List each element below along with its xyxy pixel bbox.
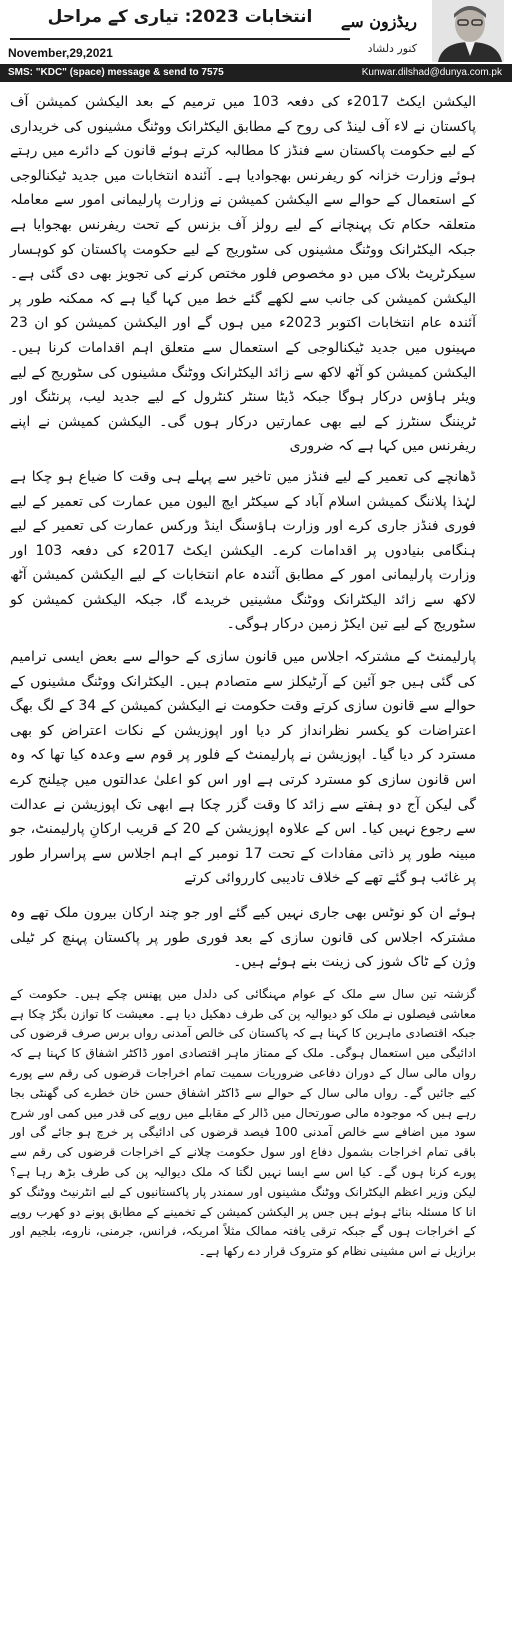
title-underline [10,38,350,40]
article-body [10,90,476,1262]
author-photo-icon [432,0,504,62]
sms-instruction: SMS: "KDC" (space) message & send to 7575 [8,67,224,78]
paragraph-1: الیکشن ایکٹ 2017ء کی دفعہ 103 میں ترمیم کے بعد الیکشن کمیشن آف پاکستان نے لاء آف لینڈ کی روح کے مطابق الیکٹرانک ووٹنگ مشینوں کی خریداری کے لیے حکومت پاکستان سے فنڈز کا مطالبہ کرتے ہوئے قانون کے دائرے میں رہتے ہوئے وزارت خزانہ کو ریفرنس بھجوادیا ہے۔ آئندہ انتخابات میں جدید ٹیکنالوجی کے استعمال کے حوالے سے الیکشن کمیشن نے وزارت پارلیمانی امور سے معاملہ متعلقہ حکام تک پہنچانے کے لیے رولز آف بزنس کے تحت ریفرنس بھجوایا ہے جبکہ الیکٹرانک ووٹنگ مشینوں کی سٹوریج کے لیے حکومت پاکستان کو کوہسار سیکرٹریٹ بلاک میں دو مخصوص فلور مختص کرنے کی تجویز بھی دی گئی ہے۔ الیکشن کمیشن کی جانب سے لکھے گئے خط میں کہا گیا ہے کہ ممکنہ طور پر آئندہ عام انتخابات اکتوبر 2023ء میں ہوں گے اور الیکشن کمیشن کو ان 23 مہینوں میں جدید ٹیکنالوجی کے استعمال سے متعلق اہم اقدامات کرنا ہیں۔ الیکشن کمیشن کو آٹھ لاکھ سے زائد الیکٹرانک ووٹنگ مشینوں کی سٹوریج کے لیے ویئر ہاؤس درکار ہوگا جبکہ ڈیٹا سنٹر کنٹرول کے لیے جدید لیب، پرنٹنگ اور ٹریننگ سنٹرز کے لیے بھی عمارتیں درکار ہوں گی۔ الیکشن کمیشن نے اپنے ریفرنس میں کہا ہے کہ ضروری [10,94,476,455]
paragraph-5: گزشتہ تین سال سے ملک کے عوام مہنگائی کی دلدل میں پھنس چکے ہیں۔ حکومت کے معاشی فیصلوں نے ملک کو دیوالیہ پن کی طرف دھکیل دیا ہے۔ معیشت کا توازن بگڑ چکا ہے جبکہ اقتصادی ماہرین کا کہنا ہے کہ پاکستان کی خالص آمدنی رواں برس صرف قرضوں کی ادائیگی میں استعمال ہوگی۔ ملک کے ممتاز ماہر اقتصادی امور ڈاکٹر اشفاق کا کہنا ہے کہ رواں مالی سال کے دوران دفاعی ضروریات سمیت تمام اخراجات قرضوں کی رقم سے پورے کیے جائیں گے۔ رواں مالی سال کے حوالے سے ڈاکٹر اشفاق حسن خان خطرے کی گھنٹی بجا رہے ہیں کہ موجودہ مالی صورتحال میں ڈالر کے مقابلے میں روپے کی قدر میں کمی اور شرح سود میں اضافے سے خالص آمدنی 100 فیصد قرضوں کی ادائیگی پر خرچ ہو جائے گی اور باقی تمام اخراجات بشمول دفاع اور سول حکومت چلانے کے اخراجات قرضوں کی رقم سے پورے کرنا ہوں گے۔ کیا اس سے ایسا نہیں لگتا کہ ملک دیوالیہ پن کی طرف بڑھ رہا ہے؟ لیکن وزیر اعظم الیکٹرانک ووٹنگ مشینوں اور سمندر پار پاکستانیوں کے لیے انٹرنیٹ ووٹنگ کو انا کا مسئلہ بنائے ہوئے ہیں جس پر الیکشن کمیشن کے تخمینے کے مطابق پونے دو کھرب روپے کے اخراجات ہوں گے جبکہ ترقی یافتہ ممالک مثلاً امریکہ، فرانس، جرمنی، ناروے، بلجیم اور برازیل نے اس مشینی نظام کو متروک قرار دے رکھا ہے۔ [10,986,476,1259]
author-name: کنور دلشاد [367,42,417,55]
paragraph-3: پارلیمنٹ کے مشترکہ اجلاس میں قانون سازی کے حوالے سے بعض ایسی ترامیم کی گئی ہیں جو آئین کے آرٹیکلز سے متصادم ہیں۔ الیکٹرانک ووٹنگ مشینوں کے حوالے سے قانون سازی کرتے وقت حکومت نے الیکشن کمیشن کے 34 کے لگ بھگ اعتراضات کو یکسر نظرانداز کر دیا اور اپوزیشن کے نکات اعتراض کو بھی مسترد کر دیا گیا۔ اپوزیشن نے پارلیمنٹ کے فلور پر قوم سے وعدہ کیا تھا کہ وہ اس قانون سازی کو مسترد کرتی ہے اور اس کو اعلیٰ عدالتوں میں چیلنج کرے گی لیکن آج دو ہفتے سے زائد کا وقت گزر چکا ہے ابھی تک اپوزیشن نے عدالت سے رجوع نہیں کیا۔ اس کے علاوہ اپوزیشن کے 20 کے قریب ارکانِ پارلیمنٹ، جو مبینہ طور پر ذاتی مفادات کے تحت 17 نومبر کے اہم اجلاس سے پراسرار طور پر غائب ہو گئے تھے کے خلاف تادیبی کارروائی کرتے [10,649,476,887]
column-title: انتخابات 2023: تیاری کے مراحل [47,7,313,27]
paragraph-4: ہوئے ان کو نوٹس بھی جاری نہیں کیے گئے اور جو چند ارکان بیرون ملک تھے وہ مشترکہ اجلاس کی قانون سازی کے بعد فوری طور پر پاکستان پہنچ کر ٹیلی وژن کے ٹاک شوز کی زینت بنے ہوئے ہیں۔ [10,905,476,971]
column-series-name: ریڈزون سے [340,12,417,31]
publish-date: November,29,2021 [8,46,113,60]
author-portrait-icon [432,0,504,62]
author-email: Kunwar.dilshad@dunya.com.pk [361,67,502,78]
paragraph-2: ڈھانچے کی تعمیر کے لیے فنڈز میں تاخیر سے پہلے ہی وقت کا ضیاع ہو چکا ہے لہٰذا پلاننگ کمیشن اسلام آباد کے سیکٹر ایچ الیون میں عمارت کی تعمیر کے لیے فوری فنڈز جاری کرے اور وزارت ہاؤسنگ اینڈ ورکس عمارت کی تعمیر کے لیے ہنگامی بنیادوں پر اقدامات کرے۔ الیکشن ایکٹ 2017ء کی دفعہ 103 اور وزارت پارلیمانی امور کے مطابق آئندہ عام انتخابات کے لیے الیکشن کمیشن آٹھ لاکھ سے زائد الیکٹرانک ووٹنگ مشینیں خریدے گا، جبکہ الیکشن کمیشن کو سٹوریج کے لیے تین ایکڑ زمین درکار ہوگی۔ [10,468,476,633]
column-header [0,0,512,85]
contact-bar [0,64,512,82]
